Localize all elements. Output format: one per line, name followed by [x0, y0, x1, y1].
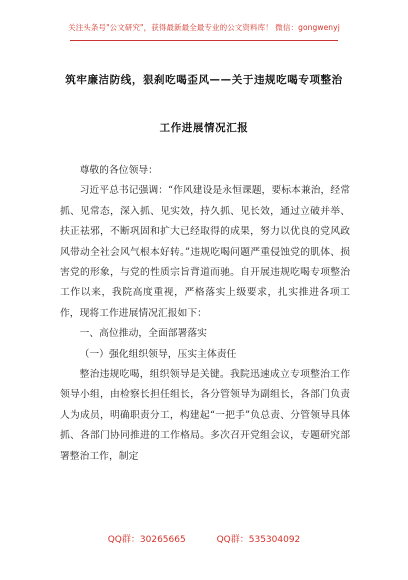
- subsection-heading-1: （一）强化组织领导，压实主体责任: [79, 348, 237, 360]
- footer-qq-group-1: QQ群：30265665: [107, 535, 186, 545]
- footer-qq-group-2: QQ群：535304092: [216, 535, 301, 545]
- document-subtitle: 工作进展情况汇报: [159, 122, 249, 134]
- section-heading-1: 一、高位推动，全面部署落实: [79, 328, 207, 340]
- salutation: 尊敬的各位领导：: [79, 165, 158, 176]
- footer-qq-groups: [0, 532, 408, 545]
- paragraph-intro: 习近平总书记强调：“作风建设是永恒课题，要标本兼治，经常抓、见常态，深入抓、见实效，持久抓、见长效，通过立破并举、扶正祛邪，不断巩固和扩大已经取得的成果，努力以优良的党风政风带动全社会风气根本好转。”违规吃喝问题严重侵蚀党的肌体、损害党的形象，与党的性质宗旨背道而驰。自开展违规吃喝专项整治工作以来，我院高度重视，严格落实上级要求，扎实推进各项工作，现将工作进展情况汇报如下：: [60, 185, 350, 319]
- header-divider: [70, 40, 338, 41]
- paragraph-body: 整治违规吃喝，组织领导是关键。我院迅速成立专项整治工作领导小组，由检察长担任组长，各分管领导为副组长，各部门负责人为成员，明确职责分工，构建起“一把手”负总责、分管领导具体抓、各部门协同推进的工作格局。多次召开党组会议，专题研究部署整治工作，制定: [60, 369, 350, 462]
- header-banner: 关注头条号"公文研究"，获得最新最全最专业的公文资料库！ 微信：gongwenyj: [68, 23, 340, 32]
- document-body: [60, 161, 350, 467]
- document-title: 筑牢廉洁防线，狠刹吃喝歪风——关于违规吃喝专项整治: [65, 74, 343, 86]
